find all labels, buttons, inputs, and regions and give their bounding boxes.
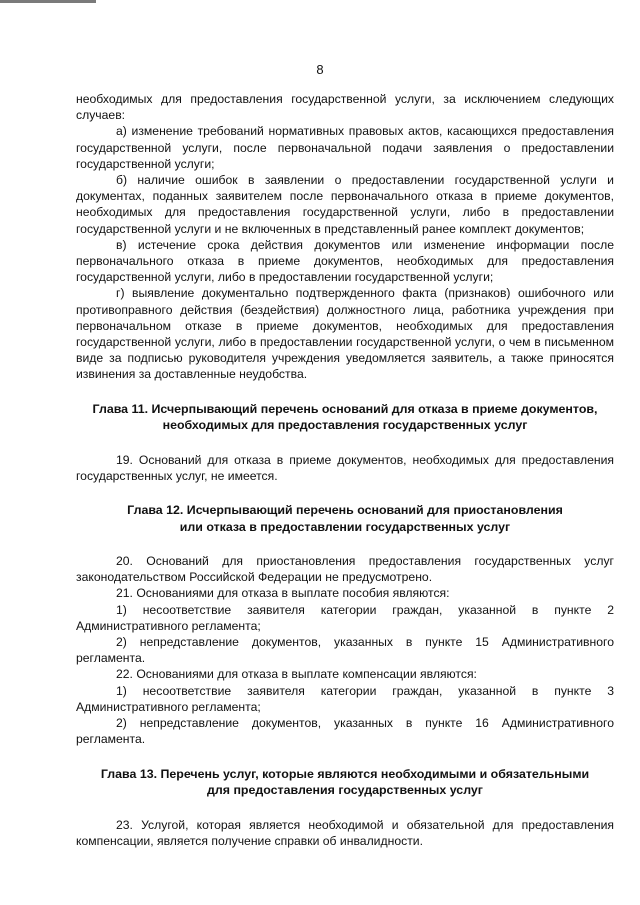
paragraph: в) истечение срока действия документов или изменение информации после первоначального отказа в приеме документов, необходимых для предоставления государственной услуги, либо в предоставлении государственной услуги;: [76, 237, 614, 285]
chapter-heading-line: для предоставления государственных услуг: [207, 783, 483, 797]
paragraph: необходимых для предоставления государственной услуги, за исключением следующих случаев:: [76, 92, 614, 123]
chapter-heading: [76, 766, 614, 799]
paragraph: 20. Оснований для приостановления предоставления государственных услуг законодательством Российской Федерации не предусмотрено.: [76, 554, 614, 585]
paragraph: 2) непредставление документов, указанных в пункте 16 Административного регламента.: [76, 716, 614, 747]
chapter-heading-line: Глава 12. Исчерпывающий перечень оснований для приостановления: [127, 503, 563, 518]
paragraph: а) изменение требований нормативных правовых актов, касающихся предоставления государственной услуги, после первоначальной подачи заявления о предоставлении государственной услуги;: [76, 124, 614, 171]
chapter-heading-line: или отказа в предоставлении государственных услуг: [179, 519, 511, 534]
scan-edge-mark: [0, 0, 96, 3]
paragraph: г) выявление документально подтвержденного факта (признаков) ошибочного или противоправного действия (бездействия) должностного лица, работника учреждения при первоначальном отказе в приеме документов, необходимых для предоставления государственной услуги, либо в предоставлении государственной услуги, о чем в письменном виде за подписью руководителя учреждения уведомляется заявитель, а также приносятся извинения за доставленные неудобства.: [76, 286, 614, 382]
paragraph: 21. Основаниями для отказа в выплате пособия являются:: [116, 586, 450, 601]
chapter-heading-line: Глава 13. Перечень услуг, которые являются необходимыми и обязательными: [100, 766, 590, 781]
paragraph: б) наличие ошибок в заявлении о предоставлении государственной услуги и документах, поданных заявителем после первоначального отказа в приеме документов, необходимых для предоставления государственной услуги, либо в предоставлении государственной услуги и не включенных в представленный ранее комплект документов;: [76, 173, 614, 236]
paragraph: 19. Оснований для отказа в приеме документов, необходимых для предоставления государственных услуг, не имеется.: [76, 452, 614, 483]
paragraph: 22. Основаниями для отказа в выплате компенсации являются:: [116, 667, 477, 682]
paragraph: 1) несоответствие заявителя категории граждан, указанной в пункте 3 Административного регламента;: [76, 683, 614, 714]
paragraph: 2) непредставление документов, указанных в пункте 15 Административного регламента.: [76, 635, 614, 666]
page-number: 8: [316, 62, 324, 77]
chapter-heading-line: Глава 11. Исчерпывающий перечень оснований для отказа в приеме документов,: [92, 401, 598, 416]
chapter-heading: [76, 401, 614, 434]
chapter-heading: [76, 502, 614, 535]
document-body: [76, 91, 614, 849]
paragraph: 23. Услугой, которая является необходимой и обязательной для предоставления компенсации, является получение справки об инвалидности.: [76, 817, 614, 848]
chapter-heading-line: необходимых для предоставления государственных услуг: [162, 418, 528, 433]
paragraph: 1) несоответствие заявителя категории граждан, указанной в пункте 2 Административного регламента;: [76, 602, 614, 633]
